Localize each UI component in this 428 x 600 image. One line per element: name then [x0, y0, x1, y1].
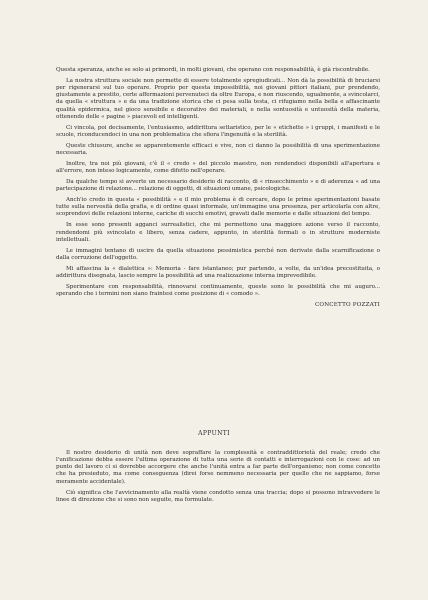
paragraph: Da qualche tempo si avverte un necessario desiderio di racconto, di « rinsecchimento » e di aderenza « ad una partecipazione di relazione... relazione di oggetti, di situazioni umane, psicologiche. [56, 179, 380, 193]
paragraph: Mi affascina la « dialettica »: Memoria - fare istantaneo; pur partendo, a volte, da un'idea precostituita, o addirittura disegnata, lascio sempre la possibilità ad una realizzazione interna imprevedibile. [56, 265, 380, 279]
author-signature: CONCETTO POZZATI [314, 301, 380, 308]
article-body [56, 67, 380, 309]
paragraph: Sperimentare con responsabilità, rinnovarsi continuamente, queste sono le possibilità che mi auguro... sperando che i termini non siano fraintesi come posizione di « comodo ». [56, 283, 380, 298]
paragraph: In esse sono presenti agganci surrealistici, che mi permettono una maggiore azione verso il racconto, rendendomi più svincolato e libero, senza cadere, appunto, in sterilità formali o in strutture moderniste intellettuali. [56, 222, 380, 243]
paragraph: Anch'io credo in questa « possibilità » e il mio problema è di cercare, dopo le prime sperimentazioni basate tutte sulla nervosità della grafia, e di ordine quasi informale, un'immagine una presenza, per articolarla con altre, scoprendovi delle relazioni interne, cariche di succhi emotivi, gravati dalle memorie e dalle situazioni del tempo. [56, 197, 380, 218]
paragraph: Ciò significa che l'avvicinamento alla realtà viene condotto senza una traccia; dopo si possono intravvedere le linee di direzione che si sono non seguite, ma formulate. [56, 489, 380, 503]
paragraph: La nostra struttura sociale non permette di essere totalmente spregiudicati... Non dà la possibilità di bruciarsi per rigenerarsi sul tuo operare. Proprio per questa impossibilità, noi giovani pittori italiani, pur prendendo, giustamente a prestito, certe affermazioni pervenuteci da oltre Europa, e non riuscendo, ugualmente, a svincolarci, da quella « struttura » e da una tradizione storica che ci pesa sulla testa, ci rifugiamo nella bella e affascinante qualità epidermica, nel gioco sensibile e decorativo dei materiali, e nella sontuosità e untuosità della materia, ottenendo delle « pagine » piacevoli ed intelligenti. [56, 77, 380, 120]
paragraph: Questa speranza, anche se solo ai primordi, in molti giovani, che operano con responsabilità, è già riscontrabile. [56, 67, 370, 73]
paragraph: Ci vincola, poi decisamente, l'entusiasmo, addirittura settaristico, per le « etichette » i gruppi, i manifesti e le scuole, riconducendoci in una non problematica che sfiora l'ingenuità e la sterilità. [56, 124, 380, 138]
appunti-body [56, 450, 380, 508]
paragraph: Il nostro desiderio di unità non deve sopraffare la complessità e contraddittorietà del reale; credo che l'unificazione debba essere l'ultima operazione di tutta una serie di contatti e interrogazioni con le cose: ad un punto del lavoro ci si dovrebbe accorgere che anche l'unità entra a far parte dell'organismo; non come concetto che ha presieduto, ma come conseguenza (direi forse nemmeno necessaria per quello che ne sappiamo, forse meramente accidentale). [56, 450, 380, 485]
paragraph: Le immagini tentano di uscire da quella situazione pessimistica perché non derivate dalla scarnificazione o dalla corruzione dell'oggetto. [56, 247, 380, 261]
section-heading: APPUNTI [198, 430, 230, 437]
paragraph: Inoltre, tra noi più giovani, c'è il « credo » del piccolo maestro, non rendendoci disponibili all'apertura e all'errore, non inteso logicamente, come difetto nell'operare. [56, 160, 380, 175]
paragraph: Queste chiusure, anche se apparentemente efficaci e vive, non ci danno la possibilità di una sperimentazione necessaria. [56, 142, 380, 156]
